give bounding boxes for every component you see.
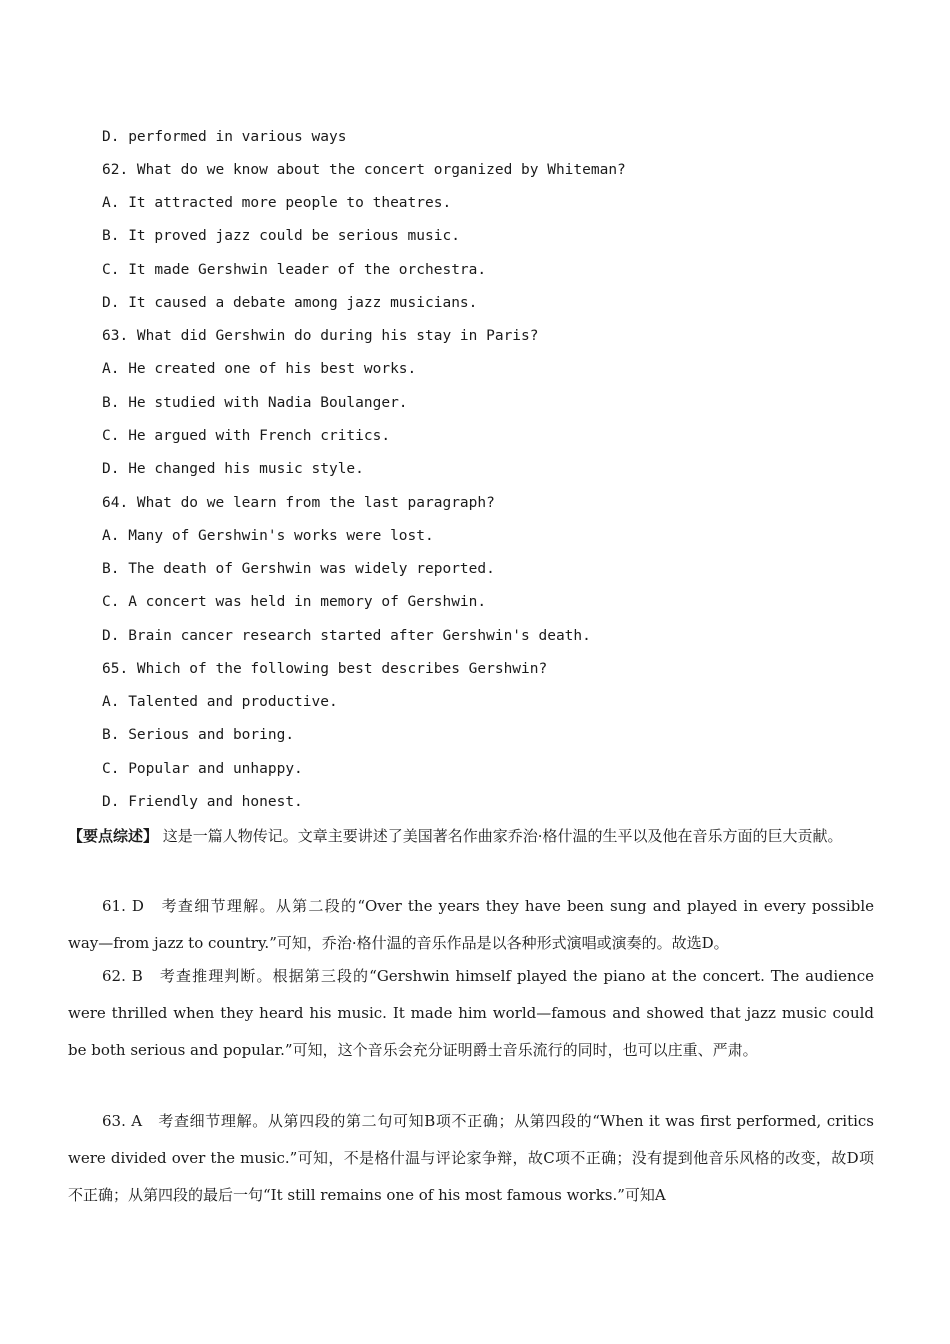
option-65-d: D. Friendly and honest. — [102, 794, 303, 810]
explanation-62: 62. B 考查推理判断。根据第三段的“Gershwin himself played the piano at the concert. The audience were thrilled when they heard his music. It made him world—famous and showed that jazz music could be both serious and popular.”可知，这个音乐会充分证明爵士音乐流行的同时，也可以庄重、严肃。 — [68, 967, 874, 1059]
question-65: 65. Which of the following best describes Gershwin? — [102, 661, 548, 677]
option-64-b: B. The death of Gershwin was widely reported. — [102, 561, 495, 577]
option-63-c: C. He argued with French critics. — [102, 428, 391, 444]
option-65-c: C. Popular and unhappy. — [102, 761, 303, 777]
option-61-d: D. performed in various ways — [102, 129, 347, 145]
option-63-b: B. He studied with Nadia Boulanger. — [102, 395, 408, 411]
option-64-a: A. Many of Gershwin's works were lost. — [102, 528, 434, 544]
option-62-d: D. It caused a debate among jazz musicians. — [102, 295, 478, 311]
option-65-b: B. Serious and boring. — [102, 727, 295, 743]
option-62-c: C. It made Gershwin leader of the orchestra. — [102, 262, 487, 278]
explanation-63: 63. A 考查细节理解。从第四段的第二句可知B项不正确；从第四段的“When it was first performed, critics were divided over the music.”可知，不是格什温与评论家争辩，故C项不正确；没有提到他音乐风格的改变，故D项不正确；从第四段的最后一句“It still remains one of his most famous works.”可知A — [68, 1112, 874, 1204]
summary-paragraph — [68, 818, 874, 854]
option-64-d: D. Brain cancer research started after Gershwin's death. — [102, 628, 591, 644]
question-62: 62. What do we know about the concert organized by Whiteman? — [102, 162, 626, 178]
question-63: 63. What did Gershwin do during his stay in Paris? — [102, 328, 539, 344]
option-64-c: C. A concert was held in memory of Gershwin. — [102, 594, 487, 610]
explanation-61: 61. D 考查细节理解。从第二段的“Over the years they have been sung and played in every possible way—from jazz to country.”可知，乔治·格什温的音乐作品是以各种形式演唱或演奏的。故选D。 — [68, 897, 874, 952]
summary-text: 这是一篇人物传记。文章主要讲述了美国著名作曲家乔治·格什温的生平以及他在音乐方面的巨大贡献。 — [158, 827, 843, 845]
option-65-a: A. Talented and productive. — [102, 694, 338, 710]
option-62-a: A. It attracted more people to theatres. — [102, 195, 452, 211]
option-63-a: A. He created one of his best works. — [102, 361, 417, 377]
option-62-b: B. It proved jazz could be serious music. — [102, 228, 460, 244]
option-63-d: D. He changed his music style. — [102, 461, 364, 477]
summary-label: 【要点综述】 — [68, 827, 159, 845]
question-64: 64. What do we learn from the last paragraph? — [102, 495, 495, 511]
